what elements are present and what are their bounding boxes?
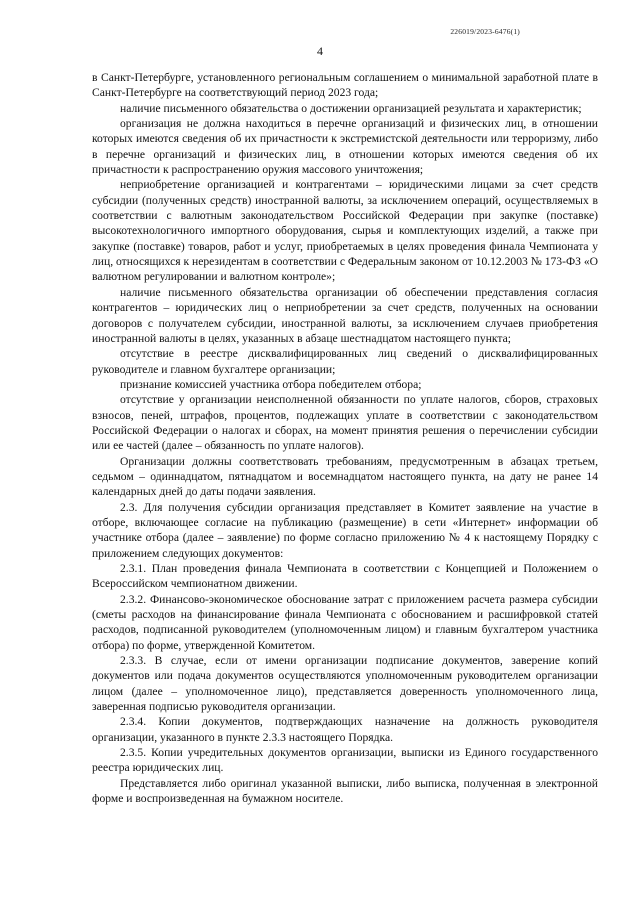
paragraph: отсутствие в реестре дисквалифицированных лиц сведений о дисквалифицированных руководителе и главном бухгалтере организации; [92, 347, 598, 376]
paragraph: Организации должны соответствовать требованиям, предусмотренным в абзацах третьем, седьмом – одиннадцатом, пятнадцатом и восемнадцатом настоящего пункта, на дату не ранее 14 календарных дней до даты подачи заявления. [92, 454, 598, 499]
paragraph: признание комиссией участника отбора победителем отбора; [120, 377, 422, 391]
paragraph: наличие письменного обязательства организации об обеспечении представления согласия контрагентов – юридических лиц о неприобретении за счет средств, полученных на основании договоров с получателем субсидии, иностранной валюты, за исключением случаев приобретения иностранной валюты в целях, указанных в абзаце шестнадцатом настоящего пункта; [92, 285, 598, 345]
paragraph-section-2-3: 2.3. Для получения субсидии организация представляет в Комитет заявление на участие в отборе, включающее согласие на публикацию (размещение) в сети «Интернет» информации об участнике отбора (далее – заявление) по форме согласно приложению № 4 к настоящему Порядку с приложением следующих документов: [92, 500, 598, 560]
paragraph: отсутствие у организации неисполненной обязанности по уплате налогов, сборов, страховых взносов, пеней, штрафов, процентов, подлежащих уплате в соответствии с законодательством Российской Федерации о налогах и сборах, на момент принятия решения о перечислении субсидии или ее частей (далее – обязанность по уплате налогов). [92, 393, 598, 453]
paragraph: наличие письменного обязательства о достижении организацией результата и характеристик; [120, 101, 582, 115]
paragraph-section-2-3-5: 2.3.5. Копии учредительных документов организации, выписки из Единого государственного реестра юридических лиц. [92, 746, 598, 775]
page-number: 4 [317, 44, 323, 58]
document-body [92, 70, 598, 807]
paragraph-section-2-3-2: 2.3.2. Финансово-экономическое обоснование затрат с приложением расчета размера субсидии (сметы расходов на финансирование финала Чемпионата с обоснованием и расшифровкой статей расходов, подписанной руководителем (уполномоченным лицом) и главным бухгалтером участника отбора) по форме, утвержденной Комитетом. [92, 592, 598, 652]
document-registration-number: 226019/2023-6476(1) [450, 27, 520, 36]
paragraph-section-2-3-1: 2.3.1. План проведения финала Чемпионата в соответствии с Концепцией и Положением о Всероссийском чемпионатном движении. [92, 562, 598, 591]
paragraph-section-2-3-3: 2.3.3. В случае, если от имени организации подписание документов, заверение копий документов или подача документов осуществляются уполномоченным руководителем организации лицом (далее – уполномоченное лицо), представляется доверенность уполномоченного лица, заверенная подписью руководителя организации. [92, 654, 598, 714]
paragraph: в Санкт-Петербурге, установленного региональным соглашением о минимальной заработной плате в Санкт-Петербурге на соответствующий период 2023 года; [92, 71, 598, 100]
paragraph: неприобретение организацией и контрагентами – юридическими лицами за счет средств субсидии (полученных средств) иностранной валюты, за исключением операций, осуществляемых в соответствии с валютным законодательством Российской Федерации при закупке (поставке) высокотехнологичного импортного оборудования, сырья и комплектующих изделий, а также при закупке (поставке) товаров, работ и услуг, приобретаемых в целях проведения финала Чемпионата у лиц, относящихся к нерезидентам в соответствии с Федеральным законом от 10.12.2003 № 173-ФЗ «О валютном регулировании и валютном контроле»; [92, 178, 598, 284]
paragraph: Представляется либо оригинал указанной выписки, либо выписка, полученная в электронной форме и воспроизведенная на бумажном носителе. [92, 776, 598, 806]
paragraph: организация не должна находиться в перечне организаций и физических лиц, в отношении которых имеются сведения об их причастности к экстремистской деятельности или терроризму, либо в перечне организаций и физических лиц, в отношении которых имеются сведения об их причастности к распространению оружия массового уничтожения; [92, 117, 598, 177]
paragraph-section-2-3-4: 2.3.4. Копии документов, подтверждающих назначение на должность руководителя организации, указанного в пункте 2.3.3 настоящего Порядка. [92, 715, 598, 744]
